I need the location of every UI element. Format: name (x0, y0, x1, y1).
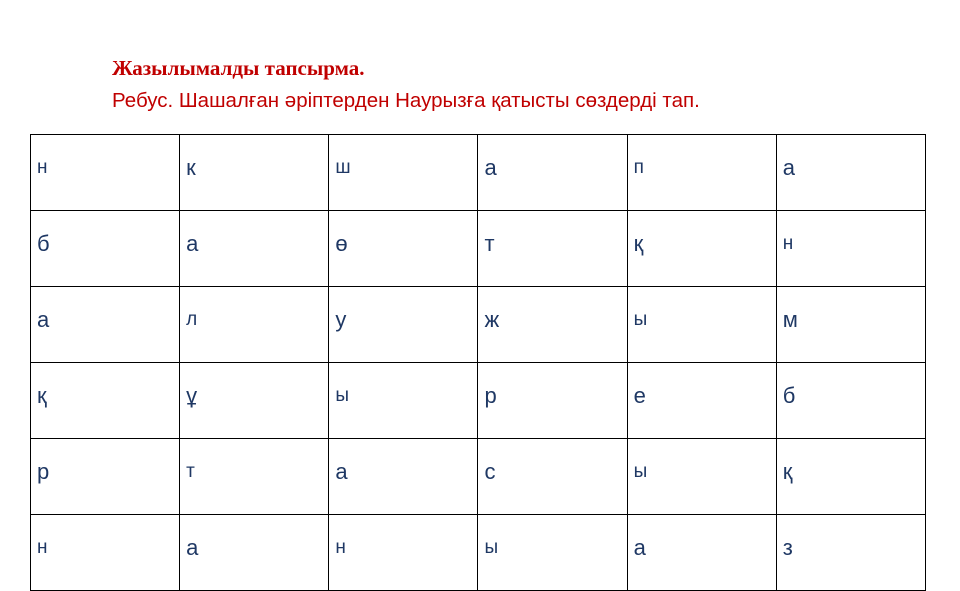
task-title: Жазылымалды тапсырма. (112, 56, 365, 80)
letter-cell: к (180, 135, 329, 211)
letter-cell: ы (627, 287, 776, 363)
table-row (31, 439, 926, 515)
letter-cell: н (776, 211, 925, 287)
rebus-grid (30, 134, 926, 560)
letter-cell: ы (627, 439, 776, 515)
letter-cell: ы (478, 515, 627, 591)
task-instruction: Ребус. Шашалған әріптерден Наурызға қатысты сөздерді тап. (112, 89, 700, 112)
letter-cell: р (478, 363, 627, 439)
letter-cell: б (31, 211, 180, 287)
letter-cell: н (31, 515, 180, 591)
letter-cell: ө (329, 211, 478, 287)
table-row (31, 363, 926, 439)
letter-cell: у (329, 287, 478, 363)
letter-cell: а (180, 515, 329, 591)
letter-cell: қ (627, 211, 776, 287)
letter-cell: б (776, 363, 925, 439)
letter-cell: а (180, 211, 329, 287)
table-row (31, 515, 926, 591)
letter-cell: а (329, 439, 478, 515)
letter-cell: т (478, 211, 627, 287)
table-row (31, 211, 926, 287)
letter-cell: п (627, 135, 776, 211)
letter-cell: ұ (180, 363, 329, 439)
letter-cell: а (776, 135, 925, 211)
table-row (31, 287, 926, 363)
letter-cell: м (776, 287, 925, 363)
letter-cell: а (478, 135, 627, 211)
letter-cell: з (776, 515, 925, 591)
letter-cell: ж (478, 287, 627, 363)
letter-cell: л (180, 287, 329, 363)
letter-cell: т (180, 439, 329, 515)
letter-cell: с (478, 439, 627, 515)
letter-table (30, 134, 926, 591)
letter-cell: ы (329, 363, 478, 439)
letter-cell: н (31, 135, 180, 211)
letter-cell: н (329, 515, 478, 591)
letter-cell: е (627, 363, 776, 439)
letter-cell: ш (329, 135, 478, 211)
letter-cell: а (627, 515, 776, 591)
letter-cell: қ (776, 439, 925, 515)
letter-cell: р (31, 439, 180, 515)
letter-cell: а (31, 287, 180, 363)
table-row (31, 135, 926, 211)
letter-cell: қ (31, 363, 180, 439)
